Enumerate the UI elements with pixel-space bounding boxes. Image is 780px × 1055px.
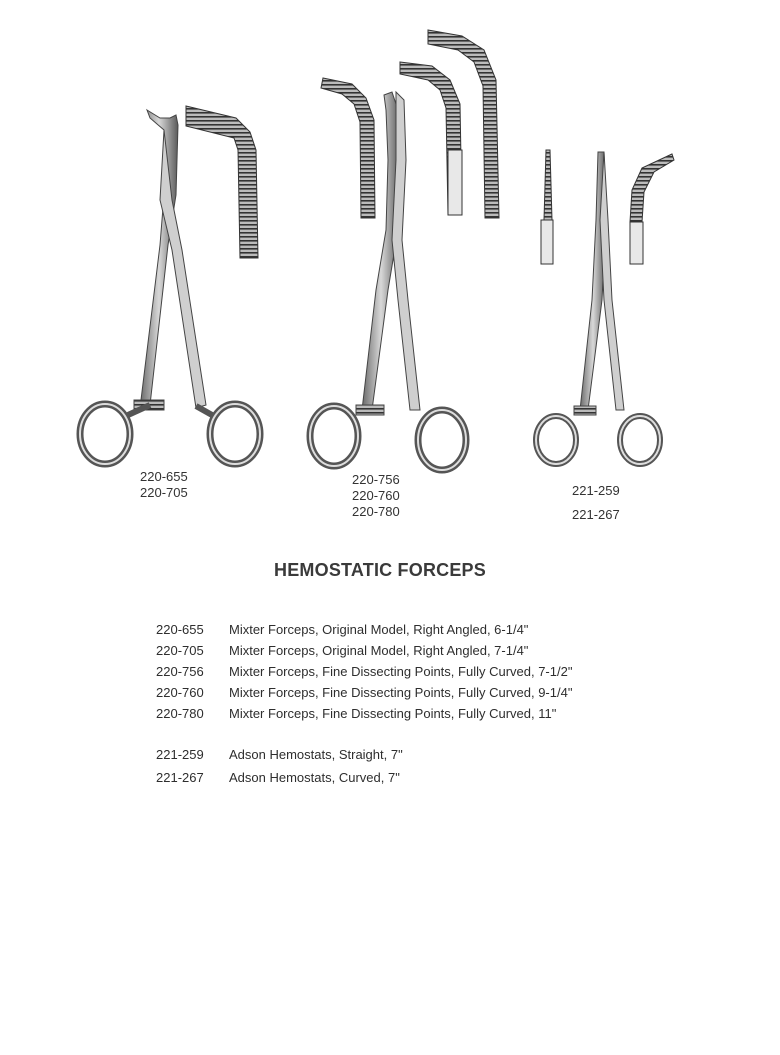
figure-label: 221-267 [572, 507, 620, 522]
figure-label-group3 [572, 479, 620, 527]
item-description: Mixter Forceps, Original Model, Right Angled, 6-1/4" [229, 622, 529, 637]
figure-label: 220-760 [352, 488, 400, 503]
straight-jaw-detail [541, 150, 553, 264]
item-code: 220-756 [156, 664, 204, 679]
item-description: Mixter Forceps, Original Model, Right Angled, 7-1/4" [229, 643, 529, 658]
catalog-row [156, 685, 572, 700]
item-code: 221-259 [156, 747, 204, 762]
catalog-row [156, 643, 528, 658]
curved-jaw-detail-adson [630, 154, 674, 264]
right-angle-jaw-detail [186, 106, 258, 258]
figure-label-group2 [352, 472, 400, 520]
mixter-fully-curved-forceps [310, 92, 466, 470]
curved-jaw-detail-short [321, 78, 375, 218]
catalog-row [156, 706, 556, 721]
mixter-right-angled-forceps [80, 110, 260, 464]
page-title: HEMOSTATIC FORCEPS [274, 560, 486, 580]
item-description: Mixter Forceps, Fine Dissecting Points, Fully Curved, 9-1/4" [229, 685, 573, 700]
item-code: 220-705 [156, 643, 204, 658]
catalog-row [156, 747, 403, 762]
item-code: 220-760 [156, 685, 204, 700]
catalog-row [156, 622, 528, 637]
figure-label: 220-780 [352, 504, 400, 519]
item-code: 221-267 [156, 770, 204, 785]
item-description: Mixter Forceps, Fine Dissecting Points, Fully Curved, 7-1/2" [229, 664, 573, 679]
figure-label: 220-756 [352, 472, 400, 487]
catalog-row [156, 770, 400, 785]
item-code: 220-655 [156, 622, 204, 637]
item-description: Mixter Forceps, Fine Dissecting Points, Fully Curved, 11" [229, 706, 557, 721]
item-description: Adson Hemostats, Curved, 7" [229, 770, 400, 785]
figure-label: 221-259 [572, 483, 620, 498]
figure-label: 220-655 [140, 469, 188, 484]
curved-jaw-detail-long [428, 30, 499, 218]
figure-label-group1 [140, 469, 188, 501]
item-description: Adson Hemostats, Straight, 7" [229, 747, 403, 762]
item-code: 220-780 [156, 706, 204, 721]
curved-jaw-detail-medium [400, 62, 462, 215]
catalog-row [156, 664, 572, 679]
figure-label: 220-705 [140, 485, 188, 500]
